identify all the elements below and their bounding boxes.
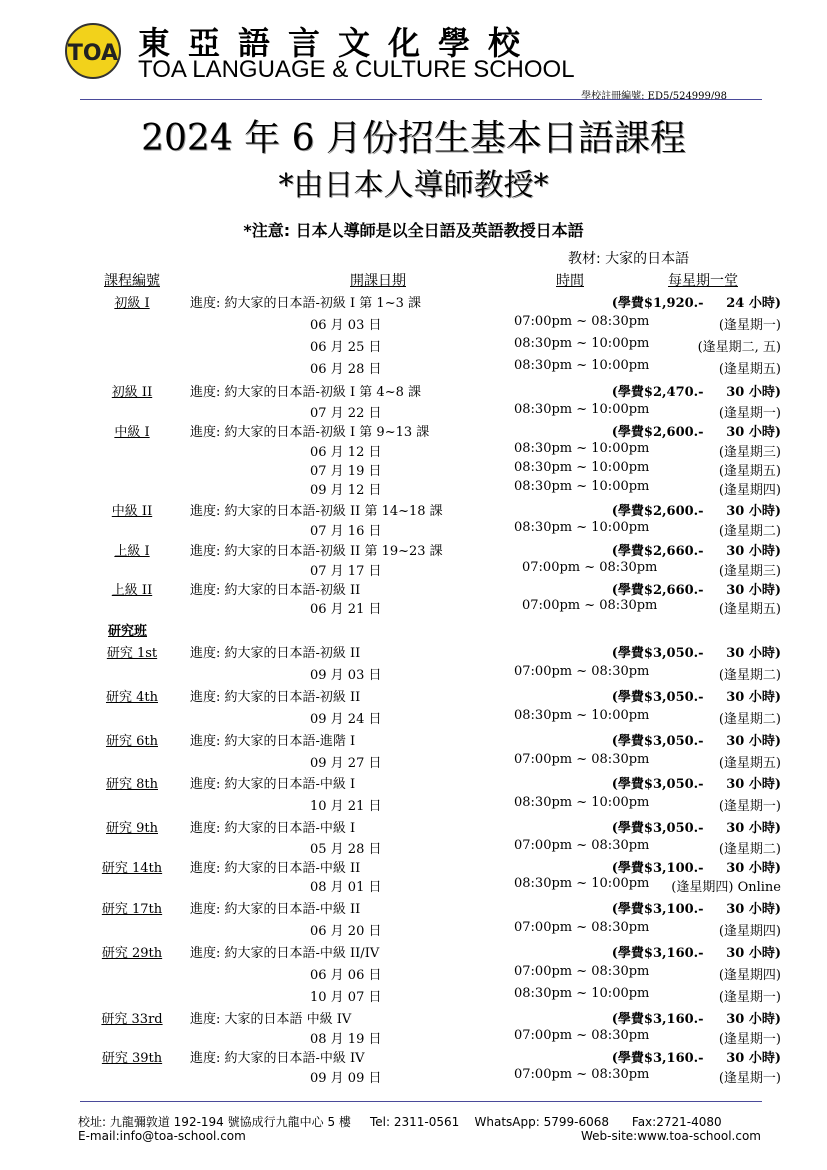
session-date: 08 月 01 日 xyxy=(310,880,382,895)
session-time: 07:00pm ~ 08:30pm xyxy=(514,664,650,679)
session-row xyxy=(0,520,827,540)
session-date: 09 月 03 日 xyxy=(310,668,382,683)
session-row xyxy=(0,664,827,684)
course-fee xyxy=(612,773,781,792)
fee-amount: (學費$3,050.- xyxy=(611,646,704,661)
session-row xyxy=(0,479,827,499)
course-code: 研究 14th xyxy=(101,861,163,876)
session-date: 10 月 21 日 xyxy=(310,799,382,814)
school-logo xyxy=(64,22,122,80)
session-day: (逢星期一) xyxy=(718,1032,781,1047)
course-row xyxy=(0,421,827,441)
course-progress: 進度: 約大家的日本語-初級 I 第 4~8 課 xyxy=(190,385,422,400)
course-progress: 進度: 約大家的日本語-中級 II/IV xyxy=(190,946,380,961)
session-time: 08:30pm ~ 10:00pm xyxy=(514,402,650,417)
session-date: 07 月 16 日 xyxy=(310,524,382,539)
session-date: 09 月 27 日 xyxy=(310,756,382,771)
session-day: (逢星期一) xyxy=(718,406,781,421)
session-time: 08:30pm ~ 10:00pm xyxy=(514,520,650,535)
session-row xyxy=(0,460,827,480)
course-row xyxy=(0,686,827,706)
page-subtitle: *由日本人導師教授* xyxy=(278,168,549,203)
footer-address: 校址: 九龍彌敦道 192-194 號協成行九龍中心 5 樓 xyxy=(78,1115,351,1129)
column-header-date: 開課日期 xyxy=(350,273,406,289)
course-hours: 30 小時) xyxy=(726,734,781,749)
session-time: 08:30pm ~ 10:00pm xyxy=(514,460,650,475)
session-date: 06 月 25 日 xyxy=(310,340,382,355)
session-day: (逢星期二) xyxy=(718,712,781,727)
fee-amount: (學費$2,600.- xyxy=(611,504,704,519)
course-row xyxy=(0,817,827,837)
session-day: (逢星期五) xyxy=(718,602,781,617)
course-hours: 30 小時) xyxy=(726,861,781,876)
session-row xyxy=(0,752,827,772)
course-row xyxy=(0,1047,827,1067)
session-time: 07:00pm ~ 08:30pm xyxy=(522,560,658,575)
session-time: 08:30pm ~ 10:00pm xyxy=(514,986,650,1001)
course-fee xyxy=(612,579,781,598)
fee-amount: (學費$3,050.- xyxy=(611,734,704,749)
session-row xyxy=(0,920,827,940)
logo-text: TOA xyxy=(67,41,119,66)
course-code: 研究 33rd xyxy=(101,1012,163,1027)
session-day: (逢星期四) xyxy=(718,483,781,498)
session-day: (逢星期四) xyxy=(718,924,781,939)
session-time: 07:00pm ~ 08:30pm xyxy=(522,598,658,613)
course-row xyxy=(0,579,827,599)
session-time: 07:00pm ~ 08:30pm xyxy=(514,1028,650,1043)
session-row xyxy=(0,986,827,1006)
session-time: 07:00pm ~ 08:30pm xyxy=(514,752,650,767)
session-day: (逢星期一) xyxy=(718,1071,781,1086)
session-date: 06 月 28 日 xyxy=(310,362,382,377)
fee-amount: (學費$2,660.- xyxy=(611,544,704,559)
session-date: 06 月 20 日 xyxy=(310,924,382,939)
footer-website[interactable]: Web-site:www.toa-school.com xyxy=(580,1129,761,1143)
session-time: 08:30pm ~ 10:00pm xyxy=(514,708,650,723)
course-hours: 30 小時) xyxy=(726,385,781,400)
session-date: 07 月 19 日 xyxy=(310,464,382,479)
school-name-english: TOA LANGUAGE & CULTURE SCHOOL xyxy=(138,56,575,83)
course-fee xyxy=(612,421,781,440)
session-day: (逢星期三) xyxy=(718,564,781,579)
session-day: (逢星期五) xyxy=(718,464,781,479)
session-day: (逢星期四) xyxy=(718,968,781,983)
session-day: (逢星期一) xyxy=(718,990,781,1005)
session-row xyxy=(0,795,827,815)
footer-address-line xyxy=(78,1113,722,1130)
course-hours: 30 小時) xyxy=(726,1051,781,1066)
header-divider xyxy=(80,99,762,100)
session-time: 08:30pm ~ 10:00pm xyxy=(514,358,650,373)
course-fee xyxy=(612,381,781,400)
session-time: 07:00pm ~ 08:30pm xyxy=(514,964,650,979)
session-row xyxy=(0,708,827,728)
session-row xyxy=(0,402,827,422)
session-row xyxy=(0,838,827,858)
course-fee xyxy=(612,500,781,519)
course-row xyxy=(0,500,827,520)
session-row xyxy=(0,358,827,378)
course-progress: 進度: 約大家的日本語-初級 II xyxy=(190,690,361,705)
session-date: 10 月 07 日 xyxy=(310,990,382,1005)
course-row xyxy=(0,857,827,877)
course-hours: 24 小時) xyxy=(726,296,781,311)
fee-amount: (學費$3,160.- xyxy=(611,1051,704,1066)
session-row xyxy=(0,314,827,334)
course-code: 研究 8th xyxy=(105,777,158,792)
fee-amount: (學費$3,050.- xyxy=(611,821,704,836)
course-fee xyxy=(612,817,781,836)
session-day: (逢星期五) xyxy=(718,362,781,377)
course-fee xyxy=(612,942,781,961)
course-row xyxy=(0,1008,827,1028)
fee-amount: (學費$2,470.- xyxy=(611,385,704,400)
footer-email[interactable]: E-mail:info@toa-school.com xyxy=(78,1129,246,1143)
course-code: 中級 II xyxy=(111,504,153,519)
fee-amount: (學費$3,050.- xyxy=(611,777,704,792)
course-code: 上級 I xyxy=(114,544,150,559)
course-progress: 進度: 約大家的日本語-中級 I xyxy=(190,821,356,836)
course-progress: 進度: 約大家的日本語-初級 II 第 14~18 課 xyxy=(190,504,443,519)
course-hours: 30 小時) xyxy=(726,902,781,917)
course-progress: 進度: 約大家的日本語-中級 II xyxy=(190,861,361,876)
column-header-time: 時間 xyxy=(556,273,584,289)
session-row xyxy=(0,598,827,618)
research-section-heading: 研究班 xyxy=(108,624,148,639)
course-fee xyxy=(612,1008,781,1027)
footer-tel: Tel: 2311-0561 xyxy=(369,1115,460,1129)
session-date: 09 月 24 日 xyxy=(310,712,382,727)
course-progress: 進度: 約大家的日本語-初級 I 第 1~3 課 xyxy=(190,296,422,311)
course-fee xyxy=(612,642,781,661)
course-fee xyxy=(612,1047,781,1066)
session-time: 08:30pm ~ 10:00pm xyxy=(514,795,650,810)
page-title: 2024 年 6 月份招生基本日語課程 xyxy=(141,118,686,159)
course-code: 研究 1st xyxy=(106,646,158,661)
session-date: 06 月 12 日 xyxy=(310,445,382,460)
course-fee xyxy=(612,686,781,705)
course-progress: 進度: 約大家的日本語-中級 II xyxy=(190,902,361,917)
session-date: 07 月 22 日 xyxy=(310,406,382,421)
fee-amount: (學費$1,920.- xyxy=(611,296,704,311)
fee-amount: (學費$3,100.- xyxy=(611,902,704,917)
session-day: (逢星期一) xyxy=(718,799,781,814)
fee-amount: (學費$2,660.- xyxy=(611,583,704,598)
course-row xyxy=(0,898,827,918)
course-code: 研究 9th xyxy=(105,821,158,836)
session-day: (逢星期二) xyxy=(718,842,781,857)
session-day: (逢星期一) xyxy=(718,318,781,333)
course-progress: 進度: 約大家的日本語-中級 I xyxy=(190,777,356,792)
textbook-label: 教材: 大家的日本語 xyxy=(568,251,690,267)
fee-amount: (學費$3,050.- xyxy=(611,690,704,705)
course-row xyxy=(0,730,827,750)
session-day: (逢星期二, 五) xyxy=(697,340,781,355)
session-time: 08:30pm ~ 10:00pm xyxy=(514,441,650,456)
session-date: 06 月 03 日 xyxy=(310,318,382,333)
session-row xyxy=(0,876,827,896)
course-progress: 進度: 約大家的日本語-初級 II xyxy=(190,583,361,598)
course-progress: 進度: 約大家的日本語-中級 IV xyxy=(190,1051,365,1066)
session-row xyxy=(0,560,827,580)
registration-number: 學校註冊編號: ED5/524999/98 xyxy=(581,91,727,102)
session-time: 07:00pm ~ 08:30pm xyxy=(514,1067,650,1082)
course-fee xyxy=(612,857,781,876)
course-row xyxy=(0,773,827,793)
session-date: 08 月 19 日 xyxy=(310,1032,382,1047)
instructor-note: *注意: 日本人導師是以全日語及英語教授日本語 xyxy=(243,221,584,240)
course-row xyxy=(0,642,827,662)
session-row xyxy=(0,1028,827,1048)
session-date: 06 月 06 日 xyxy=(310,968,382,983)
course-code: 研究 29th xyxy=(101,946,163,961)
course-code: 研究 39th xyxy=(101,1051,163,1066)
course-progress: 進度: 約大家的日本語-初級 II xyxy=(190,646,361,661)
course-progress: 進度: 大家的日本語 中級 IV xyxy=(190,1012,352,1027)
session-day: (逢星期二) xyxy=(718,524,781,539)
footer-divider xyxy=(80,1101,762,1102)
session-day: (逢星期四) Online xyxy=(671,880,781,895)
course-hours: 30 小時) xyxy=(726,504,781,519)
session-time: 07:00pm ~ 08:30pm xyxy=(514,314,650,329)
footer-fax: Fax:2721-4080 xyxy=(631,1115,722,1129)
session-time: 08:30pm ~ 10:00pm xyxy=(514,479,650,494)
course-fee xyxy=(612,898,781,917)
session-time: 07:00pm ~ 08:30pm xyxy=(514,920,650,935)
course-hours: 30 小時) xyxy=(726,583,781,598)
course-progress: 進度: 約大家的日本語-進階 I xyxy=(190,734,356,749)
course-fee xyxy=(612,540,781,559)
course-code: 中級 I xyxy=(114,425,150,440)
course-row xyxy=(0,942,827,962)
course-code: 研究 4th xyxy=(105,690,158,705)
course-row xyxy=(0,540,827,560)
course-progress: 進度: 約大家的日本語-初級 II 第 19~23 課 xyxy=(190,544,443,559)
footer-whatsapp: WhatsApp: 5799-6068 xyxy=(474,1115,610,1129)
course-row xyxy=(0,292,827,312)
course-hours: 30 小時) xyxy=(726,544,781,559)
session-day: (逢星期五) xyxy=(718,756,781,771)
session-day: (逢星期二) xyxy=(718,668,781,683)
session-date: 05 月 28 日 xyxy=(310,842,382,857)
session-row xyxy=(0,1067,827,1087)
school-name-chinese: 東亞語言文化學校 xyxy=(138,24,539,62)
session-date: 09 月 09 日 xyxy=(310,1071,382,1086)
course-hours: 30 小時) xyxy=(726,646,781,661)
fee-amount: (學費$3,160.- xyxy=(611,1012,704,1027)
fee-amount: (學費$3,160.- xyxy=(611,946,704,961)
course-hours: 30 小時) xyxy=(726,777,781,792)
course-hours: 30 小時) xyxy=(726,821,781,836)
course-fee xyxy=(612,292,781,311)
course-progress: 進度: 約大家的日本語-初級 I 第 9~13 課 xyxy=(190,425,430,440)
course-code: 上級 II xyxy=(111,583,153,598)
fee-amount: (學費$3,100.- xyxy=(611,861,704,876)
session-date: 06 月 21 日 xyxy=(310,602,382,617)
course-hours: 30 小時) xyxy=(726,425,781,440)
column-header-frequency: 每星期一堂 xyxy=(668,273,738,289)
session-time: 07:00pm ~ 08:30pm xyxy=(514,838,650,853)
course-hours: 30 小時) xyxy=(726,690,781,705)
session-date: 09 月 12 日 xyxy=(310,483,382,498)
course-code: 初級 II xyxy=(111,385,153,400)
course-hours: 30 小時) xyxy=(726,1012,781,1027)
session-row xyxy=(0,336,827,356)
session-day: (逢星期三) xyxy=(718,445,781,460)
course-code: 研究 6th xyxy=(105,734,158,749)
fee-amount: (學費$2,600.- xyxy=(611,425,704,440)
session-time: 08:30pm ~ 10:00pm xyxy=(514,876,650,891)
course-hours: 30 小時) xyxy=(726,946,781,961)
session-row xyxy=(0,441,827,461)
session-row xyxy=(0,964,827,984)
session-time: 08:30pm ~ 10:00pm xyxy=(514,336,650,351)
course-code: 初級 I xyxy=(114,296,150,311)
column-header-code: 課程編號 xyxy=(104,273,160,289)
course-code: 研究 17th xyxy=(101,902,163,917)
course-fee xyxy=(612,730,781,749)
session-date: 07 月 17 日 xyxy=(310,564,382,579)
course-row xyxy=(0,381,827,401)
